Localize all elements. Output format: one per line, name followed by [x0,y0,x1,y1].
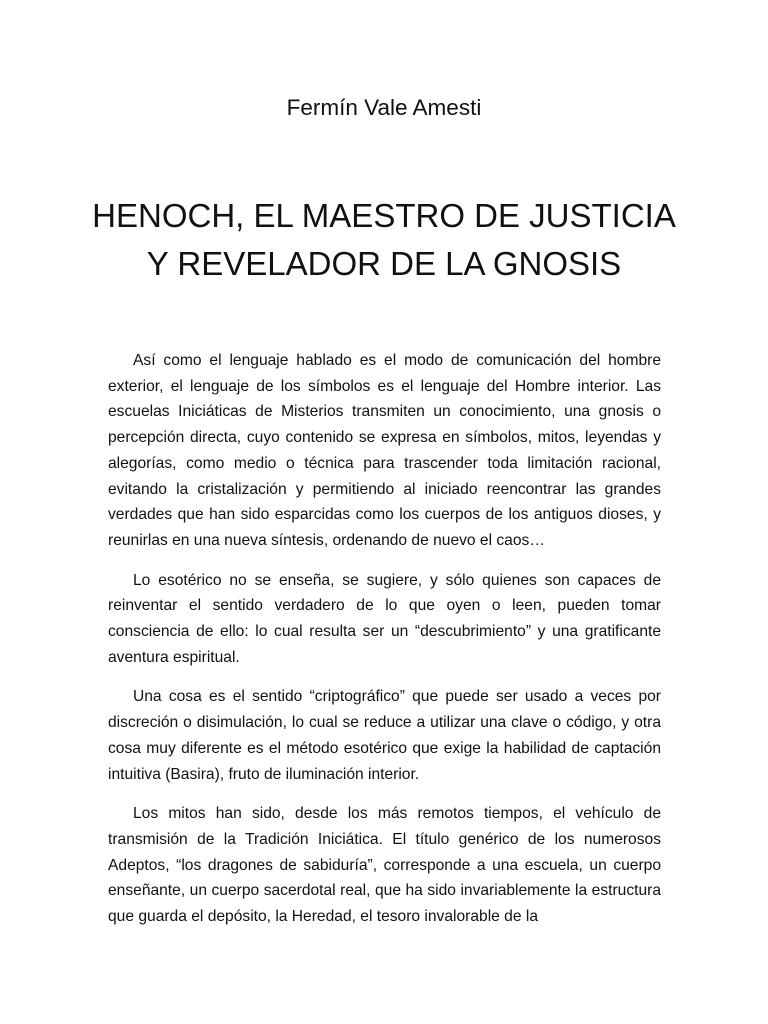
title-line-2: Y REVELADOR DE LA GNOSIS [146,245,622,282]
title-line-1: HENOCH, EL MAESTRO DE JUSTICIA [92,197,676,234]
author-name: Fermín Vale Amesti [286,95,482,120]
paragraph-1: Así como el lenguaje hablado es el modo de comunicación del hombre exterior, el lenguaje de los símbolos es el lenguaje del Hombre interior. Las escuelas Iniciáticas de Misterios transmiten un conocimiento, una gnosis o percepción directa, cuyo contenido se expresa en símbolos, mitos, leyendas y alegorías, como medio o técnica para trascender toda limitación racional, evitando la cristalización y permitiendo al iniciado reencontrar las grandes verdades que han sido esparcidas como los cuerpos de los antiguos dioses, y reunirlas en una nueva síntesis, ordenando de nuevo el caos… [108,352,661,549]
document-title [60,192,708,288]
paragraph-4: Los mitos han sido, desde los más remotos tiempos, el vehículo de transmisión de la Tradición Iniciática. El título genérico de los numerosos Adeptos, “los dragones de sabiduría”, corresponde a una escuela, un cuerpo enseñante, un cuerpo sacerdotal real, que ha sido invariablemente la estructura que guarda el depósito, la Heredad, el tesoro invalorable de la [108,805,661,926]
paragraph-3: Una cosa es el sentido “criptográfico” que puede ser usado a veces por discreción o disimulación, lo cual se reduce a utilizar una clave o código, y otra cosa muy diferente es el método esotérico que exige la habilidad de captación intuitiva (Basira), fruto de iluminación interior. [108,688,661,783]
body-text [108,348,661,944]
paragraph-2: Lo esotérico no se enseña, se sugiere, y sólo quienes son capaces de reinventar el sentido verdadero de lo que oyen o leen, pueden tomar consciencia de ello: lo cual resulta ser un “descubrimiento” y una gratificante aventura espiritual. [108,571,661,666]
